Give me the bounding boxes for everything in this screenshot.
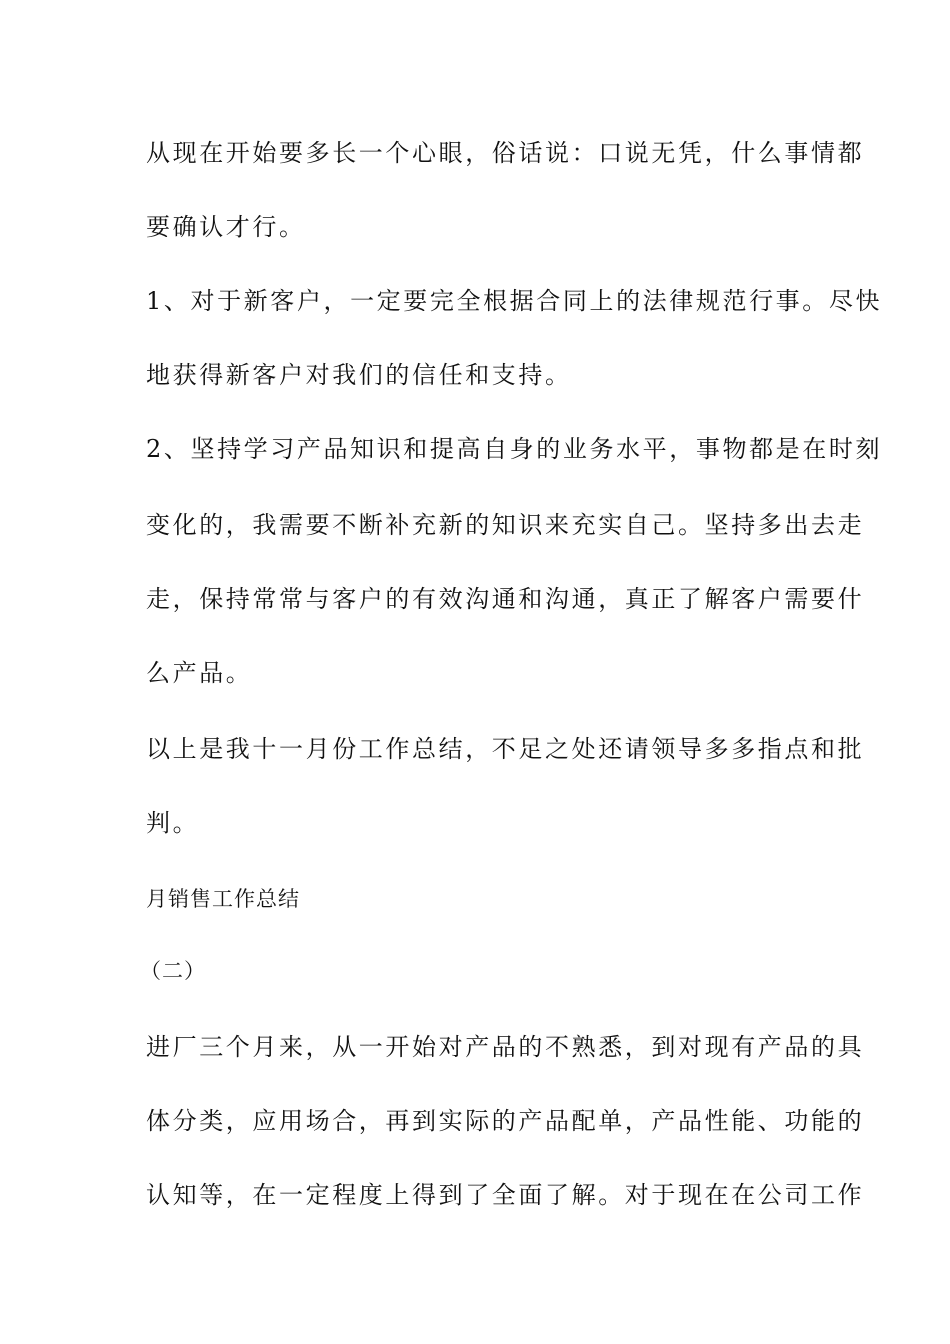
text-line: 要确认才行。 <box>146 213 306 241</box>
section-heading: 月销售工作总结 <box>146 887 300 911</box>
text-line: 1、对于新客户，一定要完全根据合同上的法律规范行事。尽快 <box>146 287 883 315</box>
text-line: 地获得新客户对我们的信任和支持。 <box>146 361 572 389</box>
text-line: 以上是我十一月份工作总结，不足之处还请领导多多指点和批 <box>146 735 865 763</box>
text-line: 认知等，在一定程度上得到了全面了解。对于现在在公司工作 <box>146 1181 865 1209</box>
text-line: 走，保持常常与客户的有效沟通和沟通，真正了解客户需要什 <box>146 585 865 613</box>
text-line: 变化的，我需要不断补充新的知识来充实自己。坚持多出去走 <box>146 511 865 539</box>
text-line: 么产品。 <box>146 659 253 687</box>
text-line: 判。 <box>146 809 200 837</box>
text-line: 从现在开始要多长一个心眼，俗话说：口说无凭，什么事情都 <box>146 139 865 167</box>
text-line: 2、坚持学习产品知识和提高自身的业务水平，事物都是在时刻 <box>146 435 883 463</box>
text-line: 进厂三个月来，从一开始对产品的不熟悉，到对现有产品的具 <box>146 1033 865 1061</box>
text-line: 体分类，应用场合，再到实际的产品配单，产品性能、功能的 <box>146 1107 865 1135</box>
section-number: （二） <box>140 959 206 983</box>
